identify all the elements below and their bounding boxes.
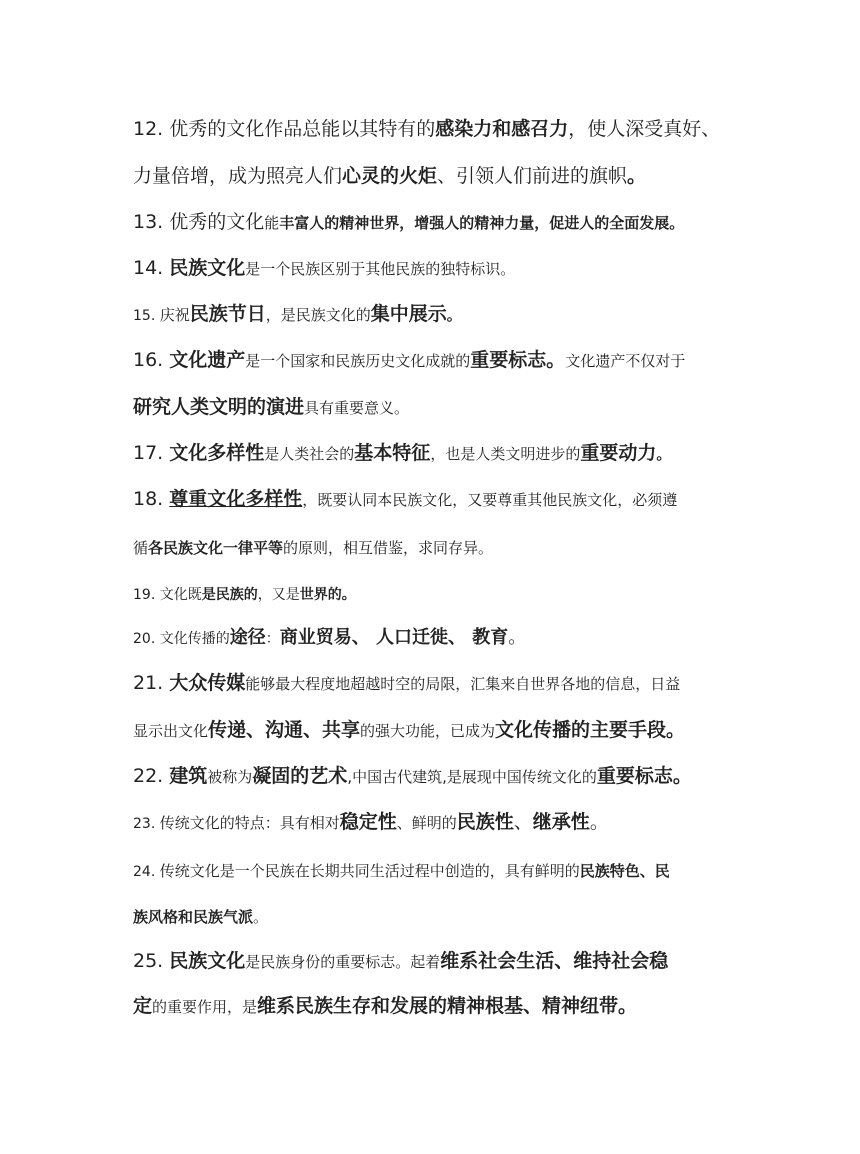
- text-line: [133, 863, 670, 879]
- text-run: ,中国古代建筑,是展现中国传统文化的: [347, 767, 597, 786]
- text-run: 17.: [133, 441, 170, 464]
- bold-text: 民族文化: [169, 949, 246, 972]
- text-run: 12.: [133, 117, 170, 140]
- text-run: 传统文化是一个民族在长期共同生活过程中创造的，具有鲜明的: [159, 861, 580, 880]
- bold-text: 。: [446, 305, 462, 324]
- text-run: 、: [513, 810, 533, 833]
- text-run: 16.: [133, 348, 170, 371]
- text-line: [133, 909, 268, 925]
- text-line: [133, 626, 527, 648]
- text-line: [133, 671, 681, 694]
- text-run: 是民族身份的重要标志。起着: [245, 952, 441, 971]
- text-line: [133, 210, 685, 233]
- bold-text: 集中展示: [370, 302, 447, 325]
- text-line: [133, 395, 410, 418]
- bold-text: 维系社会生活、维持社会稳: [440, 949, 669, 972]
- text-line: [133, 586, 356, 602]
- text-line: [133, 540, 493, 556]
- text-run: 被称为: [207, 767, 253, 786]
- text-run: 优秀的文化: [169, 210, 265, 233]
- text-run: 具有重要意义。: [304, 398, 410, 417]
- text-line: [133, 487, 678, 510]
- bold-text: 民族文化: [169, 256, 246, 279]
- bold-text: 重要标志。: [596, 764, 692, 787]
- text-run: 是一个国家和民族历史文化成就的: [245, 351, 471, 370]
- text-line: [133, 718, 686, 741]
- bold-text: 文化多样性: [169, 441, 265, 464]
- bold-text: 凝固的艺术: [252, 764, 348, 787]
- text-run: 的原则，相互借鉴，求同存异。: [283, 538, 494, 557]
- bold-text: 建筑: [169, 764, 208, 787]
- bold-text: 世界的。: [299, 587, 356, 604]
- bold-text: 重要标志。: [470, 348, 566, 371]
- text-run: 文化传播的: [159, 630, 230, 647]
- text-run: ，既要认同本民族文化，又要尊重其他民族文化，必须遵: [302, 490, 678, 509]
- text-run: 、引领人们前进的旗帜: [437, 164, 628, 187]
- bold-text: 途径: [229, 626, 266, 648]
- bold-text: 商业贸易、 人口迁徙、 教育: [279, 626, 509, 648]
- text-run: 19.: [133, 587, 160, 604]
- text-run: ，也是人类文明进步的: [430, 444, 581, 463]
- bold-text: 继承性: [532, 810, 590, 833]
- bold-text: 。: [627, 164, 647, 187]
- bold-text: 定: [133, 994, 153, 1017]
- text-run: 。: [508, 626, 527, 648]
- bold-text: 心灵的火炬: [342, 164, 438, 187]
- bold-text: 稳定性: [339, 810, 397, 833]
- bold-text: 重要动力: [580, 441, 657, 464]
- text-line: [133, 441, 672, 464]
- text-run: 23.: [133, 815, 160, 832]
- bold-text: 基本特征: [354, 441, 431, 464]
- bold-text: 民族节日: [189, 302, 266, 325]
- text-run: 是人类社会的: [264, 444, 355, 463]
- text-line: [133, 348, 686, 371]
- bold-text: 是民族的: [201, 587, 258, 604]
- text-run: 13.: [133, 210, 170, 233]
- bold-text: 族风格和民族气派: [133, 907, 254, 926]
- text-run: 。: [253, 907, 269, 926]
- bold-text: 传递、沟通、共享: [208, 718, 361, 741]
- bold-text: 尊重文化多样性: [169, 487, 303, 510]
- text-run: ，是民族文化的: [265, 305, 371, 324]
- text-run: 循: [133, 538, 149, 557]
- bold-text: 丰富人的精神世界，增强人的精神力量，促进人的全面发展。: [279, 213, 685, 232]
- text-run: 庆祝: [159, 305, 190, 324]
- text-run: ，又是: [257, 587, 300, 604]
- text-run: 力量倍增，成为照亮人们: [133, 164, 343, 187]
- text-run: 文化既: [159, 587, 202, 604]
- text-line: [133, 117, 721, 140]
- text-line: [133, 302, 462, 325]
- text-run: 传统文化的特点：具有相对: [159, 813, 340, 832]
- text-run: ：: [265, 630, 280, 647]
- bold-text: 民族性: [456, 810, 514, 833]
- bold-text: 大众传媒: [169, 671, 246, 694]
- text-run: 25.: [133, 949, 170, 972]
- text-run: 18.: [133, 487, 170, 510]
- bold-text: 感染力和感召力: [435, 117, 569, 140]
- bold-text: 维系民族生存和发展的精神根基、精神纽带。: [257, 994, 638, 1017]
- text-line: [133, 764, 692, 787]
- text-run: 。: [589, 810, 609, 833]
- text-run: 14.: [133, 256, 170, 279]
- text-line: [133, 810, 609, 833]
- text-run: 、鲜明的: [396, 813, 457, 832]
- text-run: 优秀的文化作品总能以其特有的: [169, 117, 436, 140]
- bold-text: 各民族文化一律平等: [148, 538, 284, 557]
- text-run: 文化遗产不仅对于: [565, 351, 686, 370]
- text-run: 21.: [133, 671, 170, 694]
- text-line: [133, 994, 638, 1017]
- text-run: 22.: [133, 764, 170, 787]
- text-run: 能: [264, 213, 280, 232]
- text-run: 的重要作用，是: [152, 997, 258, 1016]
- text-run: 的强大功能，已成为: [360, 721, 496, 740]
- text-run: 能够最大程度地超越时空的局限，汇集来自世界各地的信息，日益: [245, 674, 681, 693]
- text-line: [133, 949, 669, 972]
- bold-text: 民族特色、民: [579, 861, 670, 880]
- text-run: 15.: [133, 307, 160, 324]
- text-run: 是一个民族区别于其他民族的独特标识。: [245, 259, 516, 278]
- text-run: 20.: [133, 630, 160, 647]
- bold-text: 研究人类文明的演进: [133, 395, 305, 418]
- text-line: [133, 256, 516, 279]
- text-line: [133, 164, 647, 187]
- bold-text: 。: [656, 444, 672, 463]
- bold-text: 文化传播的主要手段。: [495, 718, 686, 741]
- text-run: ，使人深受真好、: [568, 117, 721, 140]
- bold-text: 文化遗产: [169, 348, 246, 371]
- text-run: 24.: [133, 863, 160, 880]
- text-run: 显示出文化: [133, 721, 209, 740]
